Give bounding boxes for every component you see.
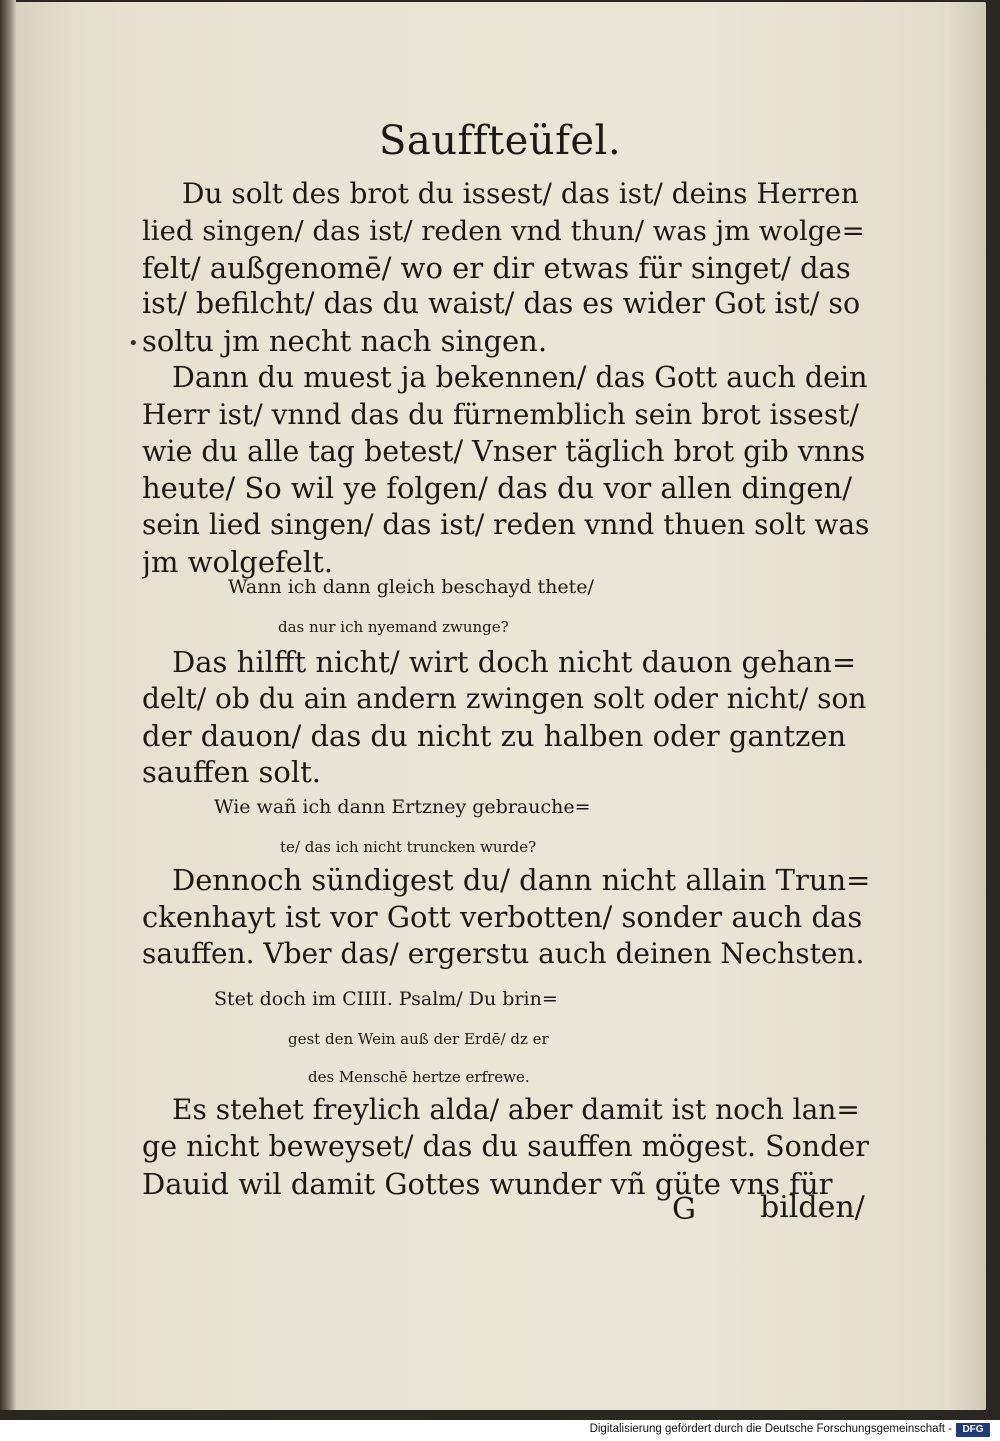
running-head: Sauffteüfel. (378, 118, 622, 164)
paragraph-2 (142, 360, 870, 581)
text-line: Es stehet freylich alda/ aber damit ist noch lan= (172, 1093, 860, 1126)
text-line: delt/ ob du ain andern zwingen solt oder nicht/ son (142, 681, 867, 715)
text-line: heute/ So wil ye folgen/ das du vor allen dingen/ (142, 471, 853, 506)
text-line: sauffen solt. (142, 755, 321, 790)
text-line: Dauid wil damit Gottes wunder vñ güte vns für (142, 1166, 833, 1201)
question-line: das nur ich nyemand zwunge? (278, 618, 509, 636)
question-line: te/ das ich nicht truncken wurde? (280, 838, 537, 856)
question-line: des Menschē hertze erfrewe. (308, 1068, 530, 1086)
text-line: jm wolgefelt. (142, 544, 334, 579)
dfg-logo-icon: DFG (956, 1423, 990, 1437)
question-line: gest den Wein auß der Erdē/ dz er (288, 1030, 549, 1048)
paragraph-3 (142, 644, 870, 791)
text-line: Dennoch sündigest du/ dann nicht allain Trun= (172, 863, 870, 897)
question-1 (228, 566, 948, 646)
question-line: Wie wañ ich dann Ertzney gebrauche= (214, 796, 591, 818)
paragraph-5 (142, 1092, 870, 1202)
text-line: wie du alle tag betest/ Vnser täglich brot gib vnns (142, 434, 866, 468)
text-line: sauffen. Vber das/ ergerstu auch deinen Nechsten. (142, 936, 865, 970)
margin-mark: • (128, 333, 139, 354)
paragraph-4 (142, 862, 870, 972)
question-line: Wann ich dann gleich beschayd thete/ (228, 576, 594, 598)
funding-credit: Digitalisierung gefördert durch die Deutsche Forschungsgemeinschaft - (589, 1423, 952, 1435)
question-line: Stet doch im CIIII. Psalm/ Du brin= (214, 988, 558, 1010)
text-line: Herr ist/ vnnd das du fürnemblich sein brot issest/ (142, 397, 859, 431)
text-line: felt/ außgenomē/ wo er dir etwas für singet/ das (142, 250, 851, 285)
text-line: ckenhayt ist vor Gott verbotten/ sonder auch das (142, 899, 863, 934)
text-line: Du solt des brot du issest/ das ist/ deins Herren (182, 177, 859, 210)
question-2 (214, 786, 934, 866)
signature-mark: G (672, 1192, 696, 1227)
text-line: Das hilfft nicht/ wirt doch nicht dauon gehan= (172, 645, 857, 679)
text-line: lied singen/ das ist/ reden vnd thun/ was jm wolge= (142, 214, 865, 247)
text-line: soltu jm necht nach singen. (142, 324, 548, 359)
text-line: Dann du muest ja bekennen/ das Gott auch dein (172, 361, 868, 394)
catchword: bilden/ (760, 1190, 865, 1225)
question-3 (214, 978, 934, 1096)
text-line: der dauon/ das du nicht zu halben oder gantzen (142, 718, 847, 753)
text-line: ist/ befilcht/ das du waist/ das es wider Got ist/ so (142, 287, 861, 321)
text-line: sein lied singen/ das ist/ reden vnnd thuen solt was (142, 508, 870, 542)
paragraph-1 (142, 176, 870, 360)
text-line: ge nicht beweyset/ das du sauffen mögest. Sonder (142, 1129, 869, 1163)
digitization-footer (0, 1420, 1000, 1441)
